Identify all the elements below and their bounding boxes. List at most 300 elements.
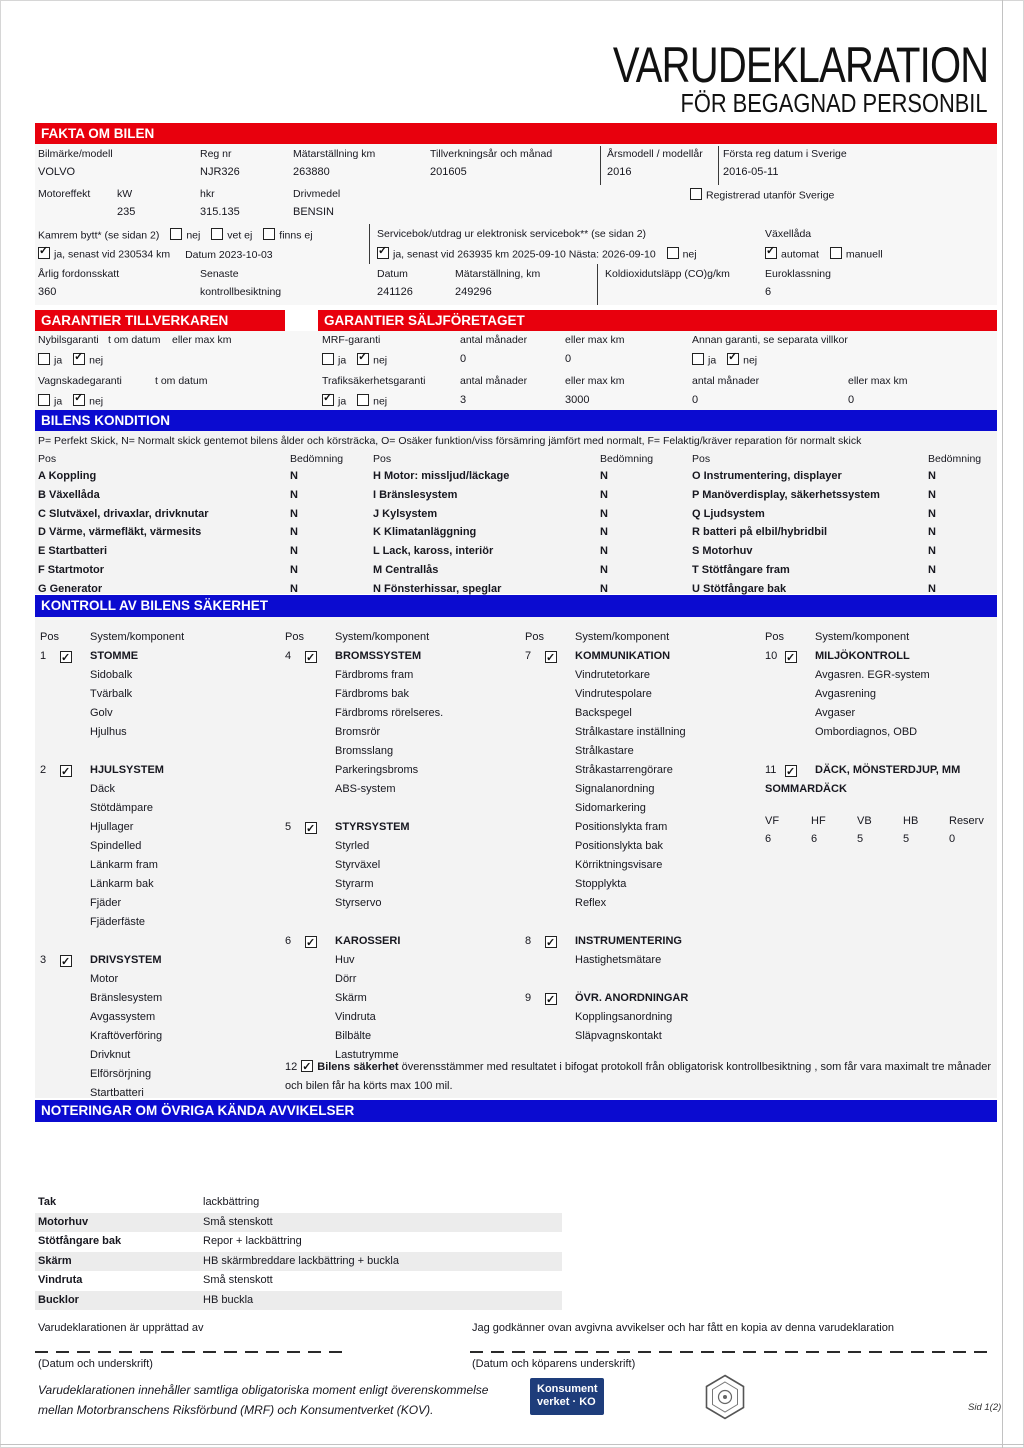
kontroll-column-header — [40, 628, 280, 647]
timing-belt-yes-row — [38, 247, 273, 262]
component-item: Drivknut — [90, 1049, 131, 1061]
kondition-row — [373, 564, 608, 583]
max-km-label-2: eller max km — [565, 334, 625, 346]
system-title: STYRSYSTEM — [335, 821, 410, 833]
kontroll-row — [525, 932, 760, 951]
component-item: Kopplingsanordning — [575, 1011, 673, 1023]
tyre-depth-value: 6 — [765, 833, 772, 845]
kontroll-column-3 — [525, 628, 760, 1046]
kondition-row — [38, 526, 298, 545]
no-label: nej — [89, 354, 104, 367]
component-item: Elförsörjning — [90, 1068, 152, 1080]
kontroll-row — [525, 799, 760, 818]
service-book-no-label: nej — [682, 248, 697, 261]
deviation-row — [35, 1232, 562, 1252]
footer-note-line2: mellan Motorbranschens Riksförbund (MRF) och Konsumentverket (KOV). — [38, 1403, 434, 1417]
component-item: Styrarm — [335, 878, 374, 890]
brand-label: Bilmärke/modell — [38, 148, 113, 160]
deviation-part: Stötfångare bak — [38, 1235, 122, 1247]
deviation-row — [35, 1271, 562, 1291]
pos-number: 7 — [525, 650, 532, 662]
pos-number: 8 — [525, 935, 532, 947]
kontroll-checkbox[interactable] — [545, 651, 557, 663]
vehicle-tax-label: Årlig fordonsskatt — [38, 268, 120, 280]
gearbox-manual-checkbox[interactable] — [830, 247, 842, 259]
component-grade: N — [290, 582, 298, 595]
deviation-note: HB skärmbreddare lackbättring + buckla — [203, 1254, 399, 1267]
component-item: Avgassystem — [90, 1011, 156, 1023]
pos-number: 2 — [40, 764, 47, 776]
component-item: Hjullager — [90, 821, 134, 833]
deviation-row — [35, 1213, 562, 1233]
tyre-position: HB — [903, 815, 919, 827]
component-item: Golv — [90, 707, 113, 719]
no-label: nej — [373, 354, 388, 367]
deviation-note: HB buckla — [203, 1293, 254, 1306]
other-warranty-label: Annan garanti, se separata villkor — [692, 334, 848, 346]
mrf-warranty-row — [322, 353, 387, 368]
system-title: BROMSSYSTEM — [335, 650, 422, 662]
new-car-warranty-no-checkbox[interactable] — [73, 353, 85, 365]
grade-header: Bedömning — [600, 453, 654, 465]
registered-abroad-row — [690, 188, 834, 203]
gearbox-automatic-checkbox[interactable] — [765, 247, 777, 259]
component-grade: N — [290, 507, 298, 520]
kontroll-row — [40, 837, 280, 856]
konsumentverket-logo — [530, 1378, 604, 1415]
kw-value: 235 — [117, 206, 136, 218]
component-grade: N — [290, 470, 298, 482]
buyer-approval-label: Jag godkänner ovan avgivna avvikelser och har fått en kopia av denna varudeklaration — [472, 1322, 894, 1334]
tyre-cell — [811, 812, 857, 848]
kontroll-row — [525, 761, 760, 780]
seller-signature-caption: (Datum och underskrift) — [38, 1358, 153, 1370]
kontroll-row — [285, 818, 520, 837]
kondition-row — [373, 470, 608, 489]
kontroll-checkbox[interactable] — [545, 993, 557, 1005]
component-item: Positionslykta bak — [575, 840, 664, 852]
system-title: STOMME — [90, 650, 139, 662]
kontroll-row — [525, 742, 760, 761]
component-item: Färdbroms bak — [335, 688, 409, 700]
kondition-row — [38, 508, 298, 527]
pos-number: 11 — [765, 764, 777, 776]
component-item: Hastighetsmätare — [575, 954, 662, 966]
system-header: System/komponent — [335, 631, 430, 643]
other-warranty-yes-checkbox[interactable] — [692, 353, 704, 365]
inspection-date-value: 241126 — [377, 286, 413, 298]
divider — [369, 224, 370, 264]
component-item: Skärm — [335, 992, 367, 1004]
component-item: Släpvagnskontakt — [575, 1030, 662, 1042]
fuel-label: Drivmedel — [293, 188, 341, 200]
component-item: Parkeringsbroms — [335, 764, 419, 776]
kontroll-row — [765, 647, 997, 666]
kontroll-row — [40, 704, 280, 723]
hp-value: 315.135 — [200, 206, 240, 218]
component-item: Signalanordning — [575, 783, 655, 795]
traffic-safety-yes-checkbox[interactable] — [322, 394, 334, 406]
section-header-garantier-saljforetaget: GARANTIER SÄLJFÖRETAGET — [318, 310, 997, 331]
service-book-label: Servicebok/utdrag ur elektronisk servicebok** (se sidan 2) — [377, 228, 647, 240]
mrf-logo-icon — [704, 1374, 746, 1425]
component-grade: N — [928, 470, 936, 482]
pos-header: Pos — [692, 453, 711, 465]
kondition-row — [373, 508, 608, 527]
kondition-row — [38, 489, 298, 508]
system-title: MILJÖKONTROLL — [815, 650, 910, 662]
kondition-row — [373, 489, 608, 508]
max-km-label-3: eller max km — [565, 375, 625, 387]
deviation-row — [35, 1291, 562, 1311]
tyre-depth-table — [765, 812, 997, 848]
manufacture-year-label: Tillverkningsår och månad — [430, 148, 553, 160]
gearbox-label: Växellåda — [765, 228, 812, 240]
kondition-column-2 — [373, 470, 608, 602]
tyre-cell — [949, 812, 995, 848]
kontroll-row — [40, 780, 280, 799]
timing-belt-unknown-checkbox[interactable] — [211, 228, 223, 240]
component-grade: N — [928, 545, 936, 558]
kontroll-checkbox[interactable] — [785, 651, 797, 663]
tyre-depth-value: 5 — [857, 833, 864, 845]
component-item: Körriktningsvisare — [575, 859, 663, 871]
deviation-part: Tak — [38, 1196, 57, 1208]
kontroll-checkbox[interactable] — [305, 936, 317, 948]
kontroll-row — [525, 837, 760, 856]
regnr-value: NJR326 — [200, 166, 240, 178]
traffic-safety-no-checkbox[interactable] — [357, 394, 369, 406]
kontroll-row — [765, 761, 997, 780]
kontroll-row — [40, 685, 280, 704]
kontroll-checkbox[interactable] — [305, 651, 317, 663]
kontroll-row — [285, 970, 520, 989]
timing-belt-yes-checkbox[interactable] — [38, 247, 50, 259]
kondition-row — [692, 564, 936, 583]
component-grade: N — [600, 526, 608, 539]
deviation-part: Motorhuv — [38, 1215, 89, 1228]
component-item: Ombordiagnos, OBD — [815, 726, 918, 738]
item12-bold-text: Bilens säkerhet — [317, 1061, 399, 1073]
timing-belt-none-label: finns ej — [279, 229, 313, 242]
pos-header: Pos — [373, 453, 392, 465]
damage-warranty-label: Vagnskadegaranti — [38, 375, 122, 387]
deviation-part: Vindruta — [38, 1274, 83, 1286]
other-months-value: 0 — [692, 394, 699, 406]
component-grade: N — [928, 563, 936, 576]
other-warranty-row — [692, 353, 757, 368]
deviation-note: Repor + lackbättring — [203, 1235, 302, 1247]
deviation-part: Bucklor — [38, 1293, 79, 1306]
kontroll-row — [525, 647, 760, 666]
kontroll-row — [285, 704, 520, 723]
system-title: KAROSSERI — [335, 935, 401, 947]
component-item: Positionslykta fram — [575, 821, 668, 833]
component-item: Fjäderfäste — [90, 916, 146, 928]
divider — [597, 264, 598, 305]
kontroll-checkbox[interactable] — [305, 822, 317, 834]
component-item: Styrväxel — [335, 859, 381, 871]
kontroll-checkbox[interactable] — [60, 765, 72, 777]
page-subtitle: FÖR BEGAGNAD PERSONBIL — [680, 88, 988, 118]
kontroll-row — [525, 780, 760, 799]
traffic-safety-km-value: 3000 — [565, 394, 590, 406]
kondition-row — [38, 470, 298, 489]
component-item: Avgaser — [815, 707, 856, 719]
kontroll-row — [525, 951, 760, 970]
kontroll-row — [765, 723, 997, 742]
component-item: Startbatteri — [90, 1087, 144, 1099]
buyer-signature-line[interactable] — [470, 1351, 990, 1353]
component-item: Fjäder — [90, 897, 122, 909]
new-car-warranty-row — [38, 353, 103, 368]
component-grade: N — [290, 545, 298, 558]
component-item: Vindrutetorkare — [575, 669, 651, 681]
component-item: Sidomarkering — [575, 802, 646, 814]
component-item: Kraftöverföring — [90, 1030, 163, 1042]
system-header: System/komponent — [815, 631, 910, 643]
section-header-noteringar: NOTERINGAR OM ÖVRIGA KÄNDA AVVIKELSER — [35, 1100, 997, 1122]
kondition-row — [373, 526, 608, 545]
kontroll-row — [285, 837, 520, 856]
mrf-warranty-no-checkbox[interactable] — [357, 353, 369, 365]
badge-line1: Konsument — [537, 1383, 598, 1395]
pos-number: 12 — [285, 1061, 298, 1073]
deviation-note: Små stenskott — [203, 1274, 273, 1286]
timing-belt-row — [38, 228, 313, 243]
no-label: nej — [373, 395, 388, 408]
component-name: K Klimatanläggning — [373, 526, 477, 539]
pos-header: Pos — [765, 631, 784, 643]
traffic-safety-months-value: 3 — [460, 394, 467, 406]
system-title: INSTRUMENTERING — [575, 935, 682, 947]
odometer-label: Mätarställning km — [293, 148, 376, 160]
yes-label: ja — [708, 354, 717, 367]
inspection-date-label: Datum — [377, 268, 408, 280]
buyer-signature-caption: (Datum och köparens underskrift) — [472, 1358, 636, 1370]
kontroll-row — [525, 856, 760, 875]
kondition-legend: P= Perfekt Skick, N= Normalt skick gentemot bilens ålder och körsträcka, O= Osäker funktion/viss försämring jämfört med normalt, F= Felaktig/kräver reparation för normalt skick — [38, 435, 862, 447]
registered-abroad-checkbox[interactable] — [690, 188, 702, 200]
hp-label: hkr — [200, 188, 215, 200]
kontroll-row — [765, 704, 997, 723]
tyre-position: VB — [857, 815, 872, 827]
component-item: Avgasren. EGR-system — [815, 669, 930, 681]
kontroll-row — [765, 666, 997, 685]
component-name: S Motorhuv — [692, 545, 753, 558]
component-name: P Manöverdisplay, säkerhetssystem — [692, 488, 880, 501]
inspection-odometer-value: 249296 — [455, 286, 492, 298]
component-name: R batteri på elbil/hybridbil — [692, 526, 828, 539]
kontroll-row — [40, 647, 280, 666]
kontroll-row — [285, 780, 520, 799]
component-item: Färdbroms rörelseres. — [335, 707, 444, 719]
component-item: Motor — [90, 973, 119, 985]
system-title: KOMMUNIKATION — [575, 650, 671, 662]
component-name: O Instrumentering, displayer — [692, 470, 842, 482]
yes-label: ja — [54, 395, 63, 408]
damage-warranty-row — [38, 394, 103, 409]
last-inspection-label-1: Senaste — [200, 268, 239, 280]
other-warranty-no-checkbox[interactable] — [727, 353, 739, 365]
system-title: DRIVSYSTEM — [90, 954, 162, 966]
timing-belt-none-checkbox[interactable] — [263, 228, 275, 240]
pos-number: 3 — [40, 954, 47, 966]
tyre-position: VF — [765, 815, 780, 827]
service-book-yes-checkbox[interactable] — [377, 247, 389, 259]
kontroll-row — [285, 666, 520, 685]
new-car-warranty-label: Nybilsgaranti — [38, 334, 99, 346]
damage-warranty-yes-checkbox[interactable] — [38, 394, 50, 406]
euro-class-value: 6 — [765, 286, 772, 298]
kontroll-checkbox[interactable] — [545, 936, 557, 948]
component-name: Q Ljudsystem — [692, 507, 765, 520]
deviation-part: Skärm — [38, 1254, 72, 1267]
page-title: VARUDEKLARATION — [612, 37, 988, 93]
kontroll-row — [40, 818, 280, 837]
kontroll-row — [40, 666, 280, 685]
kondition-row — [38, 564, 298, 583]
new-car-warranty-yes-checkbox[interactable] — [38, 353, 50, 365]
component-item: Huv — [335, 954, 355, 966]
max-km-label: eller max km — [172, 334, 232, 346]
system-header: System/komponent — [90, 631, 185, 643]
kontroll-row — [40, 1046, 280, 1065]
kontroll-column-header — [525, 628, 760, 647]
kontroll-row — [40, 970, 280, 989]
months-label-2: antal månader — [460, 375, 528, 387]
component-grade: N — [600, 470, 608, 482]
kontroll-row — [525, 1027, 760, 1046]
kontroll-checkbox[interactable] — [60, 651, 72, 663]
kontroll-row — [40, 989, 280, 1008]
kondition-row — [692, 470, 936, 489]
system-title: ÖVR. ANORDNINGAR — [575, 992, 689, 1004]
timing-belt-no-checkbox[interactable] — [170, 228, 182, 240]
traffic-safety-warranty-label: Trafiksäkerhetsgaranti — [322, 375, 426, 387]
component-name: G Generator — [38, 582, 103, 595]
model-year-value: 2016 — [607, 166, 632, 178]
kontroll-column-1 — [40, 628, 280, 1103]
manufacture-year-value: 201605 — [430, 166, 467, 178]
divider — [600, 146, 601, 185]
kontroll-row — [525, 875, 760, 894]
component-grade: N — [290, 563, 298, 576]
timing-belt-no-label: nej — [186, 229, 201, 242]
pos-header: Pos — [40, 631, 59, 643]
yes-label: ja — [338, 354, 347, 367]
component-grade: N — [600, 563, 608, 576]
component-grade: N — [600, 545, 608, 558]
until-date-label-2: t om datum — [155, 375, 208, 387]
item12-text: överensstämmer med resultatet i bifogat protokoll från obligatorisk kontrollbesiktning , som får vara maximalt tre månader och bilen får ha körts max 100 mil. — [285, 1061, 992, 1092]
kontroll-checkbox[interactable] — [60, 955, 72, 967]
component-grade: N — [600, 488, 608, 501]
component-item: Vindruta — [335, 1011, 376, 1023]
kondition-row — [692, 489, 936, 508]
pos-number: 1 — [40, 650, 47, 662]
component-name: H Motor: missljud/läckage — [373, 470, 510, 482]
kondition-row — [692, 508, 936, 527]
kondition-row — [373, 545, 608, 564]
kontroll-column-header — [765, 628, 997, 647]
tyre-position: Reserv — [949, 815, 984, 827]
kontroll-checkbox[interactable] — [301, 1060, 313, 1072]
section-header-kondition: BILENS KONDITION — [35, 410, 997, 431]
component-item: Länkarm fram — [90, 859, 158, 871]
service-book-no-checkbox[interactable] — [667, 247, 679, 259]
deviation-list — [35, 1193, 562, 1310]
section-header-garantier-tillverkaren: GARANTIER TILLVERKAREN — [35, 310, 285, 331]
kontroll-row — [525, 989, 760, 1008]
kontroll-row — [285, 894, 520, 913]
badge-line2: verket · KO — [537, 1396, 596, 1408]
component-item: Hjulhus — [90, 726, 127, 738]
until-date-label: t om datum — [108, 334, 161, 346]
component-item: Länkarm bak — [90, 878, 154, 890]
vehicle-tax-value: 360 — [38, 286, 57, 298]
footer-note-line1: Varudeklarationen innehåller samtliga obligatoriska moment enligt överenskommelse — [38, 1383, 489, 1397]
no-label: nej — [743, 354, 758, 367]
gearbox-automatic-label: automat — [781, 248, 819, 261]
component-name: I Bränslesystem — [373, 488, 458, 501]
tyre-depth-value: 5 — [903, 833, 910, 845]
prepared-by-label: Varudeklarationen är upprättad av — [38, 1322, 204, 1334]
kontroll-row — [525, 913, 760, 932]
kontroll-row — [285, 913, 520, 932]
divider — [718, 146, 719, 185]
component-name: A Koppling — [38, 470, 97, 482]
kontroll-checkbox[interactable] — [785, 765, 797, 777]
kondition-row — [692, 526, 936, 545]
component-item: Stråkastarrengörare — [575, 764, 673, 776]
kontroll-row — [285, 1027, 520, 1046]
kontroll-row — [525, 685, 760, 704]
gearbox-row — [765, 247, 883, 262]
tyre-position: HF — [811, 815, 826, 827]
component-item: Reflex — [575, 897, 607, 909]
kondition-row — [692, 545, 936, 564]
gearbox-manual-label: manuell — [845, 248, 883, 261]
component-name: F Startmotor — [38, 563, 104, 576]
component-grade: N — [928, 507, 936, 520]
kontroll-column-header — [285, 628, 520, 647]
pos-number: 9 — [525, 992, 532, 1004]
page-number: Sid 1(2) — [968, 1402, 1002, 1413]
grade-header: Bedömning — [928, 453, 982, 465]
seller-signature-line[interactable] — [35, 1351, 347, 1353]
kontroll-row — [40, 1065, 280, 1084]
component-item: Däck — [90, 783, 116, 795]
mrf-warranty-yes-checkbox[interactable] — [322, 353, 334, 365]
component-name: N Fönsterhissar, speglar — [373, 582, 502, 595]
kontroll-row — [40, 951, 280, 970]
component-item: Bilbälte — [335, 1030, 372, 1042]
kontroll-row — [40, 742, 280, 761]
deviation-row — [35, 1252, 562, 1272]
system-header: System/komponent — [575, 631, 670, 643]
system-title: DÄCK, MÖNSTERDJUP, MM — [815, 764, 961, 776]
damage-warranty-no-checkbox[interactable] — [73, 394, 85, 406]
deviation-note: Små stenskott — [203, 1215, 273, 1228]
pos-header: Pos — [525, 631, 544, 643]
kontroll-row — [765, 685, 997, 704]
pos-number: 4 — [285, 650, 292, 662]
component-item: Bromsslang — [335, 745, 394, 757]
timing-belt-unknown-label: vet ej — [227, 229, 253, 242]
kontroll-row — [40, 932, 280, 951]
kondition-row — [38, 545, 298, 564]
